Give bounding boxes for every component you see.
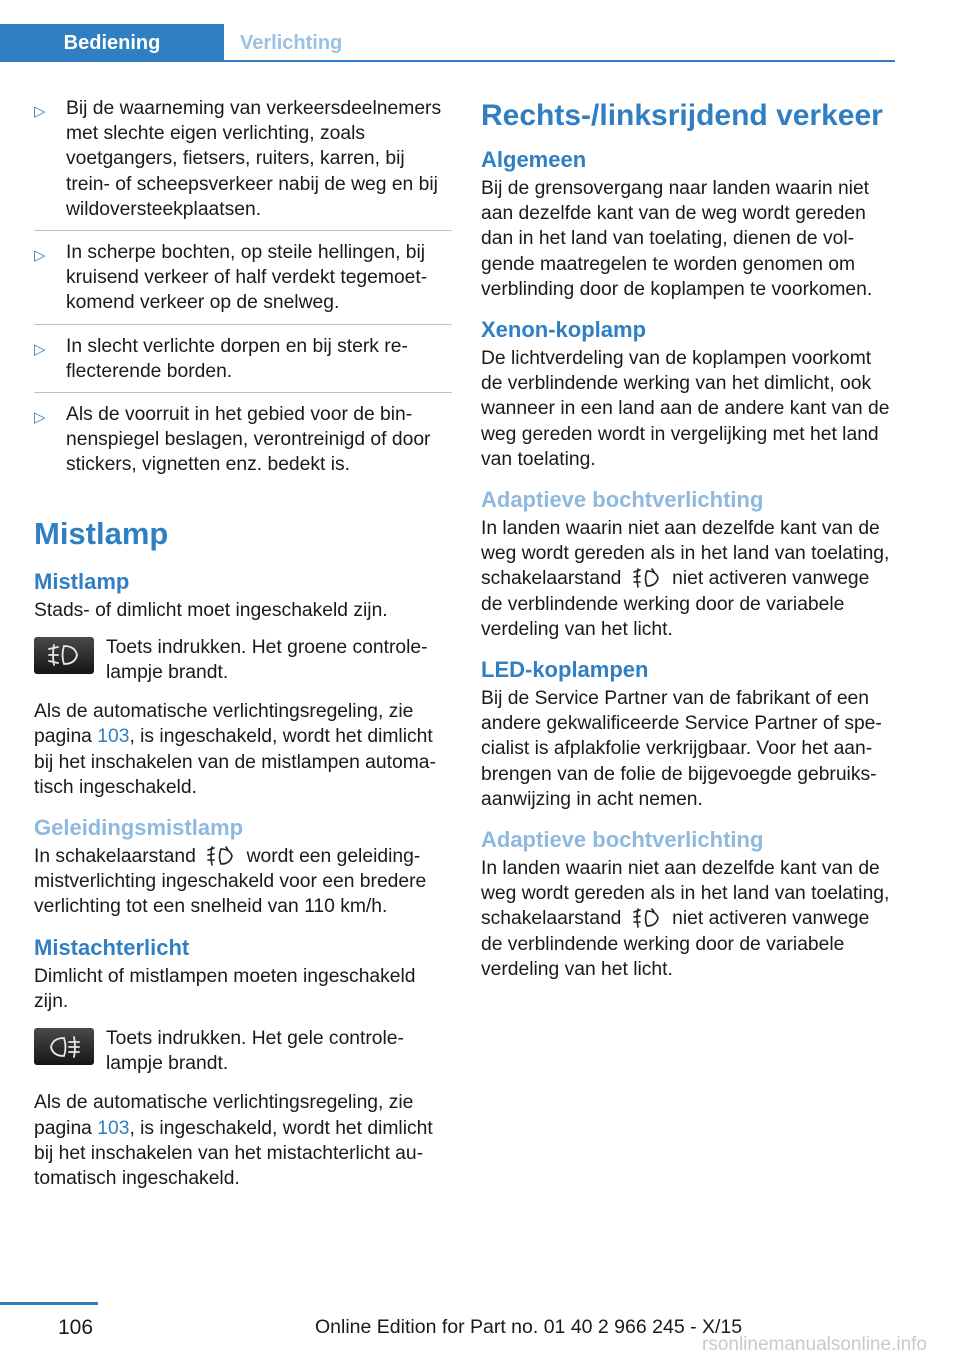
mistachter-auto-text: Als de automatische verlichtingsregeling, zie pagina 103, is ingeschakeld, wordt het dimlicht bij het inschakelen van het mistachterlicht automatisch ingeschakeld. (34, 1092, 433, 1190)
xenon-text: De lichtverdeling van de koplampen voorkomt de verblindende werking van het dimlicht, ook wanneer in een land aan de andere kant van de weg gereden wordt in vergelijking met het land van toelating. (481, 348, 890, 470)
front-fog-lamp-icon (34, 637, 94, 674)
page-header (0, 0, 895, 62)
heading-adaptieve-2: Adaptieve bochtverlichting (481, 827, 764, 853)
heading-mistlamp: Mistlamp (34, 568, 130, 594)
heading-adaptieve-1: Adaptieve bochtverlichting (481, 487, 764, 513)
light-switch-position-icon (205, 845, 237, 867)
triangle-bullet-icon: ▷ (34, 103, 46, 120)
page-link-103[interactable]: 103 (97, 726, 130, 748)
list-item (34, 240, 452, 325)
mistlamp-button-row (34, 635, 452, 685)
led-text: Bij de Service Partner van de fabrikant of een andere gekwalificeerde Service Partner of specialist is afplakfolie verkrijgbaar. Voor het aanbrengen van de folie de bijgevoegde gebruiksaanwijzing in acht nemen. (481, 688, 882, 810)
heading-geleidingsmistlamp: Geleidingsmistlamp (34, 815, 244, 841)
list-item (34, 402, 452, 486)
triangle-bullet-icon: ▷ (34, 409, 46, 427)
list-item (34, 334, 452, 393)
triangle-bullet-icon: ▷ (34, 340, 46, 358)
edition-note: Online Edition for Part no. 01 40 2 966 245 - X/15 (315, 1316, 743, 1338)
page-link-103[interactable]: 103 (97, 1117, 130, 1139)
watermark: rsonlinemanualsonline.info (702, 1334, 927, 1355)
list-item-text: Als de voorruit in het gebied voor de binnenspiegel beslagen, verontreinigd of door stickers, vignetten enz. bedekt is. (66, 404, 431, 476)
list-item-text: In slecht verlichte dorpen en bij sterk reflecterende borden. (66, 335, 408, 382)
tab-verlichting[interactable]: Verlichting (240, 31, 343, 54)
list-item-text: In scherpe bochten, op steile hellingen, bij kruisend verkeer of half verdekt tegemoetkomend verkeer op de snelweg. (66, 242, 428, 314)
heading-mistachterlicht: Mistachterlicht (34, 934, 190, 960)
heading-led: LED-koplampen (481, 657, 649, 683)
right-column (481, 96, 895, 996)
tab-bediening[interactable]: Bediening (0, 24, 224, 62)
light-switch-position-icon (631, 567, 663, 589)
mistlamp-button-text: Toets indrukken. Het groene controlelampje brandt. (106, 636, 428, 684)
algemeen-text: Bij de grensovergang naar landen waarin niet aan dezelfde kant van de weg wordt gereden dan in het land van toelating, dienen de volgende maatregelen te worden genomen om verblinding door de koplampen te voorkomen. (481, 178, 873, 300)
header-rule (224, 60, 895, 62)
page-number: 106 (58, 1316, 94, 1339)
rear-fog-lamp-icon (34, 1028, 94, 1065)
mistlamp-auto-text: Als de automatische verlichtingsregeling, zie pagina 103, is ingeschakeld, wordt het dimlicht bij het inschakelen van de mistlampen automatisch ingeschakeld. (34, 701, 436, 798)
mistachter-intro: Dimlicht of mistlampen moeten ingeschakeld zijn. (34, 965, 416, 1012)
mistlamp-intro: Stads- of dimlicht moet ingeschakeld zijn. (34, 599, 388, 621)
adaptief2-text: In landen waarin niet aan dezelfde kant van de weg wordt gereden als in het land van toelating, schakelaarstand niet activeren vanwege de verblindende werking door de variabele verdeling van het licht. (481, 858, 890, 980)
mistachter-button-text: Toets indrukken. Het gele controlelampje brandt. (106, 1028, 404, 1075)
light-switch-position-icon (631, 907, 663, 929)
list-item-text: Bij de waarneming van verkeersdeelnemers met slechte eigen verlichting, zoals voetgangers, fietsers, ruiters, karren, bij trein- of scheepsverkeer nabij de weg en bij wildoversteekplaatsen. (66, 98, 442, 220)
geleiding-text: In schakelaarstand wordt een geleidingmistverlichting ingeschakeld voor een bredere verlichting tot een snelheid van 110 km/h. (34, 846, 427, 918)
footer-rule (0, 1302, 98, 1305)
adaptief1-text: In landen waarin niet aan dezelfde kant van de weg wordt gereden als in het land van toelating, schakelaarstand niet activeren vanwege de verblindende werking door de variabele verdeling van het licht. (481, 518, 890, 640)
left-column (34, 96, 452, 1205)
section-title-rechts-links: Rechts-/linksrijdend verkeer (481, 99, 883, 132)
heading-xenon: Xenon-koplamp (481, 317, 647, 343)
list-item (34, 96, 452, 231)
triangle-bullet-icon: ▷ (34, 247, 46, 265)
heading-algemeen: Algemeen (481, 147, 587, 172)
section-title-mistlamp: Mistlamp (34, 515, 169, 551)
mistachter-button-row (34, 1026, 452, 1076)
